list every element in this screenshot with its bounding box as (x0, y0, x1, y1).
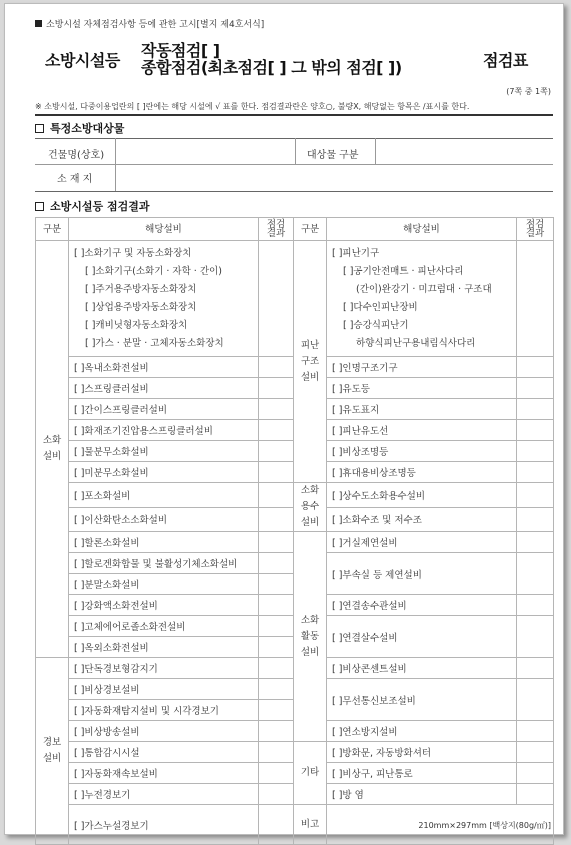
result-cell[interactable] (259, 595, 294, 616)
equipment-label: [ ]피난기구 (332, 247, 380, 259)
equipment-item: [ ]옥내소화전설비 (69, 357, 259, 378)
checkbox-square-icon (35, 202, 44, 211)
section-target-title: 특정소방대상물 (35, 120, 124, 136)
result-cell[interactable] (259, 637, 294, 658)
result-cell[interactable] (259, 357, 294, 378)
result-cell[interactable] (517, 532, 554, 553)
category-etc: 기타 (294, 742, 327, 805)
category-alarm: 경보 설비 (36, 658, 69, 845)
equipment-label: [ ]주거용주방자동소화장치 (85, 283, 197, 295)
result-cell[interactable] (517, 462, 554, 483)
equipment-item: [ ]포소화설비 (69, 483, 259, 508)
checkbox-square-icon (35, 124, 44, 133)
equipment-item: [ ]미분무소화설비 (69, 462, 259, 483)
result-cell[interactable] (517, 241, 554, 357)
result-cell[interactable] (259, 420, 294, 441)
equipment-label: [ ]공기안전매트 · 피난사다리 (343, 265, 464, 277)
equipment-item: [ ]연소방지설비 (327, 721, 517, 742)
result-cell[interactable] (517, 378, 554, 399)
inspection-results-table (35, 217, 554, 845)
result-cell[interactable] (517, 658, 554, 679)
section-results-title: 소방시설등 점검결과 (35, 198, 149, 214)
result-cell[interactable] (259, 805, 294, 845)
result-cell[interactable] (259, 462, 294, 483)
equipment-item: [ ]스프링클러설비 (69, 378, 259, 399)
equipment-item: [ ]비상구, 피난통로 (327, 763, 517, 784)
result-cell[interactable] (517, 721, 554, 742)
result-cell[interactable] (259, 399, 294, 420)
category-firefighting-activity: 소화 활동 설비 (294, 532, 327, 742)
category-evacuation: 피난 구조 설비 (294, 241, 327, 483)
header-equipment: 해당설비 (327, 218, 517, 241)
result-cell[interactable] (259, 574, 294, 595)
result-cell[interactable] (517, 420, 554, 441)
result-cell[interactable] (517, 399, 554, 420)
equipment-item: [ ]물분무소화설비 (69, 441, 259, 462)
equipment-label: [ ]다수인피난장비 (343, 301, 418, 313)
equipment-item: [ ]고체에어로졸소화전설비 (69, 616, 259, 637)
equipment-item: [ ]소화수조 및 저수조 (327, 507, 517, 532)
result-cell[interactable] (517, 742, 554, 763)
result-cell[interactable] (517, 441, 554, 462)
result-cell[interactable] (517, 784, 554, 805)
building-name-label: 건물명(상호) (48, 150, 105, 161)
header-result: 점검 결과 (259, 218, 294, 241)
result-cell[interactable] (517, 553, 554, 595)
equipment-item: [ ]유도표지 (327, 399, 517, 420)
result-cell[interactable] (259, 483, 294, 508)
equipment-item: [ ]휴대용비상조명등 (327, 462, 517, 483)
equipment-item: [ ]자동화재탐지설비 및 시각경보기 (69, 700, 259, 721)
title-right: 점검표 (483, 51, 528, 70)
result-cell[interactable] (259, 553, 294, 574)
equipment-item: [ ]옥외소화전설비 (69, 637, 259, 658)
paper-spec: 210mm×297mm [백상지(80g/㎡)] (418, 821, 551, 830)
divider (35, 114, 553, 116)
equipment-item: [ ]방화문, 자동방화셔터 (327, 742, 517, 763)
equipment-item: [ ]거실제연설비 (327, 532, 517, 553)
divider (35, 164, 553, 165)
equipment-item: [ ]무선통신보조설비 (327, 679, 517, 721)
equipment-evacuation-devices (327, 241, 517, 357)
result-cell[interactable] (259, 616, 294, 637)
equipment-item: [ ]통합감시시설 (69, 742, 259, 763)
category-water-supply: 소화 용수 설비 (294, 483, 327, 532)
result-cell[interactable] (517, 595, 554, 616)
header-category: 구분 (36, 218, 69, 241)
result-cell[interactable] (259, 721, 294, 742)
equipment-item: [ ]누전경보기 (69, 784, 259, 805)
equipment-item: [ ]강화액소화전설비 (69, 595, 259, 616)
divider (115, 138, 116, 192)
equipment-label: [ ]가스 · 분말 · 고체자동소화장치 (85, 337, 224, 349)
address-label: 소 재 지 (57, 174, 93, 185)
equipment-item: [ ]상수도소화용수설비 (327, 483, 517, 508)
equipment-item: [ ]이산화탄소소화설비 (69, 507, 259, 532)
result-cell[interactable] (259, 507, 294, 532)
form-page (4, 3, 564, 835)
equipment-fire-extinguishers (69, 241, 259, 357)
result-cell[interactable] (517, 679, 554, 721)
instructions: ※ 소방시설, 다중이용업란의 [ ]란에는 해당 시설에 √ 표를 한다. 점검결과란은 양호○, 불량X, 해당없는 항목은 /표시를 한다. (35, 102, 470, 111)
result-cell[interactable] (259, 241, 294, 357)
equipment-label: [ ]승강식피난기 (343, 319, 409, 331)
title-left: 소방시설등 (45, 51, 120, 70)
equipment-item: [ ]방 염 (327, 784, 517, 805)
result-cell[interactable] (259, 441, 294, 462)
equipment-item: [ ]비상콘센트설비 (327, 658, 517, 679)
building-type-label: 대상물 구분 (307, 150, 359, 161)
table-header-row (36, 218, 554, 241)
equipment-item: [ ]화재조기진압용스프링클러설비 (69, 420, 259, 441)
page-count: (7쪽 중 1쪽) (506, 87, 551, 96)
table-row (36, 483, 554, 508)
equipment-label: [ ]상업용주방자동소화장치 (85, 301, 197, 313)
result-cell[interactable] (259, 742, 294, 763)
equipment-item: [ ]비상경보설비 (69, 679, 259, 700)
equipment-item: [ ]분말소화설비 (69, 574, 259, 595)
result-cell[interactable] (259, 784, 294, 805)
result-cell[interactable] (259, 679, 294, 700)
divider (295, 138, 296, 164)
table-row (36, 241, 554, 357)
equipment-label: [ ]캐비닛형자동소화장치 (85, 319, 188, 331)
result-cell[interactable] (517, 507, 554, 532)
result-cell[interactable] (517, 357, 554, 378)
result-cell[interactable] (259, 532, 294, 553)
equipment-item: [ ]비상방송설비 (69, 721, 259, 742)
equipment-label: [ ]소화기구(소화기 · 자학 · 간이) (85, 265, 222, 277)
equipment-item: [ ]피난유도선 (327, 420, 517, 441)
result-cell[interactable] (259, 700, 294, 721)
header-equipment: 해당설비 (69, 218, 259, 241)
equipment-label: 하향식피난구용내림식사다리 (356, 337, 476, 349)
equipment-item: [ ]자동화재속보설비 (69, 763, 259, 784)
equipment-label: (간이)완강기 · 미끄럼대 · 구조대 (356, 283, 492, 295)
equipment-item: [ ]단독경보형감지기 (69, 658, 259, 679)
equipment-label: [ ]소화기구 및 자동소화장치 (74, 247, 192, 259)
result-cell[interactable] (517, 763, 554, 784)
equipment-item: [ ]간이스프링클러설비 (69, 399, 259, 420)
result-cell[interactable] (259, 378, 294, 399)
category-fire-suppression: 소화 설비 (36, 241, 69, 658)
result-cell[interactable] (517, 616, 554, 658)
divider (35, 138, 553, 139)
equipment-item: [ ]비상조명등 (327, 441, 517, 462)
header-category: 구분 (294, 218, 327, 241)
table-row (36, 742, 554, 763)
equipment-item: [ ]유도등 (327, 378, 517, 399)
equipment-item: [ ]할로겐화합물 및 불활성기체소화설비 (69, 553, 259, 574)
equipment-item: [ ]연결송수관설비 (327, 595, 517, 616)
equipment-item: [ ]가스누설경보기 (69, 805, 259, 845)
category-remarks: 비고 (294, 805, 327, 845)
title-line1: 작동점검[ ] (141, 41, 220, 60)
result-cell[interactable] (259, 763, 294, 784)
equipment-item: [ ]부속실 등 제연설비 (327, 553, 517, 595)
result-cell[interactable] (517, 483, 554, 508)
bullet-square-icon (35, 20, 42, 27)
equipment-item: [ ]인명구조기구 (327, 357, 517, 378)
form-reference: 소방시설 자체점검사항 등에 관한 고시[별지 제4호서식] (35, 17, 264, 30)
equipment-item: [ ]할론소화설비 (69, 532, 259, 553)
table-row (36, 532, 554, 553)
header-result: 점검 결과 (517, 218, 554, 241)
equipment-item: [ ]연결살수설비 (327, 616, 517, 658)
divider (35, 191, 553, 192)
divider (375, 138, 376, 164)
title-line2: 종합점검(최초점검[ ] 그 밖의 점검[ ]) (141, 58, 402, 77)
result-cell[interactable] (259, 658, 294, 679)
